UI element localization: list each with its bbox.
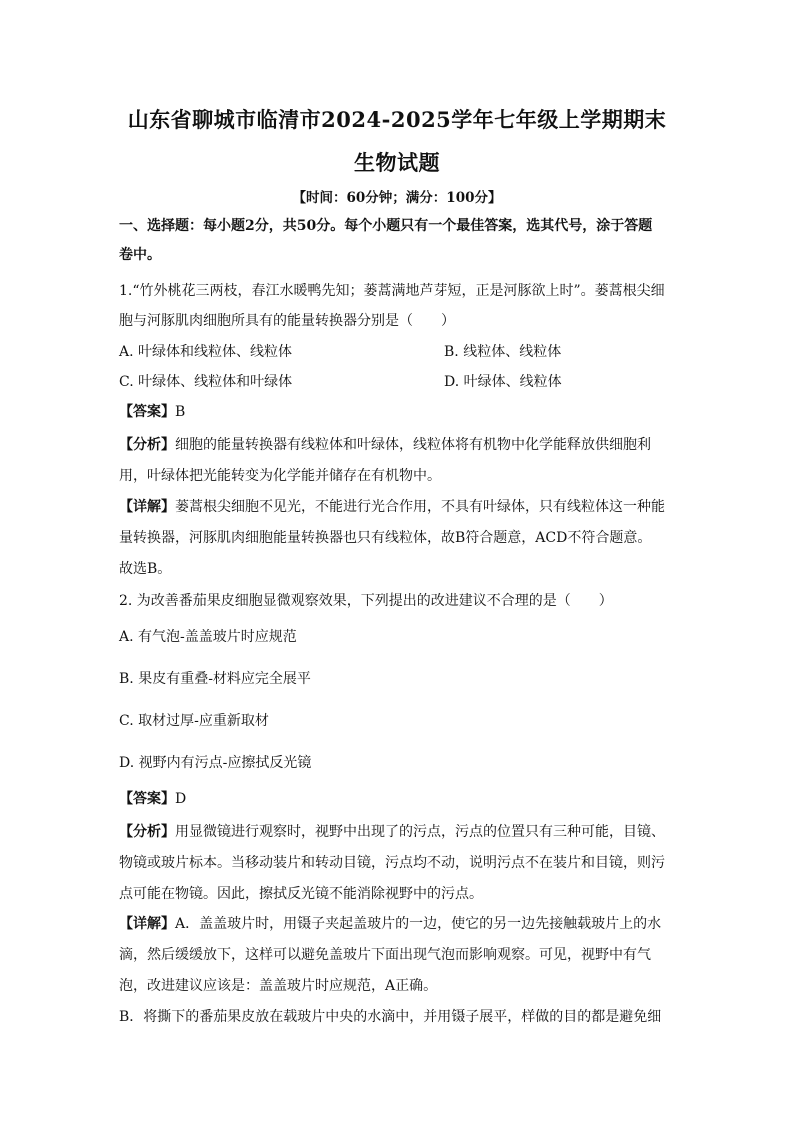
q2-detail-line2: 滴，然后缓缓放下，这样可以避免盖玻片下面出现气泡而影响观察。可见，视野中有气 xyxy=(119,947,651,963)
q1-stem-line2: 胞与河豚肌肉细胞所具有的能量转换器分别是（ ） xyxy=(119,313,455,329)
q2-detail-line4: B．将撕下的番茄果皮放在载玻片中央的水滴中，并用镊子展平，样做的目的都是避免细 xyxy=(119,1009,662,1025)
q1-detail-line3: 故选B。 xyxy=(119,561,172,577)
q1-stem-line1: 1.“竹外桃花三两枝，春江水暖鸭先知；蒌蒿满地芦芽短，正是河豚欲上时”。蒌蒿根尖细 xyxy=(119,283,665,299)
q2-stem: 2. 为改善番茄果皮细胞显微观察效果，下列提出的改进建议不合理的是（ ） xyxy=(119,593,613,609)
q1-analysis-line2: 用，叶绿体把光能转变为化学能并储存在有机物中。 xyxy=(119,468,441,484)
q1-option-c: C. 叶绿体、线粒体和叶绿体 xyxy=(119,374,293,390)
q2-analysis-line1 xyxy=(119,823,679,841)
q2-option-b: B. 果皮有重叠-材料应完全展平 xyxy=(119,671,311,687)
section-heading-line2: 卷中。 xyxy=(119,247,161,263)
q2-detail-line3: 泡，改进建议应该是：盖盖玻片时应规范，A正确。 xyxy=(119,978,438,994)
q2-answer-value: D xyxy=(175,791,187,807)
q1-answer-tag: 【答案】 xyxy=(119,404,175,420)
q2-analysis-line2: 物镜或玻片标本。当移动装片和转动目镜，污点均不动，说明污点不在装片和目镜，则污 xyxy=(119,855,665,871)
q1-analysis-tag: 【分析】 xyxy=(119,437,175,453)
q2-option-c: C. 取材过厚-应重新取材 xyxy=(119,713,269,729)
q2-answer xyxy=(119,790,679,808)
q2-analysis-text1: 用显微镜进行观察时，视野中出现了的污点，污点的位置只有三种可能，目镜、 xyxy=(175,824,665,840)
exam-meta: 【时间：60分钟；满分：100分】 xyxy=(292,190,502,206)
q2-answer-tag: 【答案】 xyxy=(119,791,175,807)
q2-detail-line1 xyxy=(119,915,679,933)
q2-detail-text1: A．盖盖玻片时，用镊子夹起盖玻片的一边，使它的另一边先接触载玻片上的水 xyxy=(175,916,662,932)
q1-detail-tag: 【详解】 xyxy=(119,499,175,515)
q1-detail-line2: 量转换器，河豚肌肉细胞能量转换器也只有线粒体，故B符合题意，ACD不符合题意。 xyxy=(119,530,652,546)
q2-analysis-tag: 【分析】 xyxy=(119,824,175,840)
q1-answer xyxy=(119,403,679,421)
document-title: 山东省聊城市临清市2024-2025学年七年级上学期期末 xyxy=(127,107,667,132)
q1-option-b: B. 线粒体、线粒体 xyxy=(444,344,562,360)
q2-analysis-line3: 点可能在物镜。因此，擦拭反光镜不能消除视野中的污点。 xyxy=(119,886,483,902)
q1-analysis-text1: 细胞的能量转换器有线粒体和叶绿体，线粒体将有机物中化学能释放供细胞利 xyxy=(175,437,651,453)
q1-option-a: A. 叶绿体和线粒体、线粒体 xyxy=(119,344,293,360)
document-subtitle: 生物试题 xyxy=(354,150,440,175)
q2-detail-tag: 【详解】 xyxy=(119,916,175,932)
q1-option-d: D. 叶绿体、线粒体 xyxy=(444,374,562,390)
q1-detail-line1 xyxy=(119,498,679,516)
q1-detail-text1: 蒌蒿根尖细胞不见光，不能进行光合作用，不具有叶绿体，只有线粒体这一种能 xyxy=(175,499,665,515)
q2-option-d: D. 视野内有污点-应擦拭反光镜 xyxy=(119,755,312,771)
q1-answer-value: B xyxy=(175,404,186,420)
q2-option-a: A. 有气泡-盖盖玻片时应规范 xyxy=(119,629,297,645)
section-heading-line1: 一、选择题：每小题2分，共50分。每个小题只有一个最佳答案，选其代号，涂于答题 xyxy=(119,218,653,234)
q1-analysis-line1 xyxy=(119,436,679,454)
